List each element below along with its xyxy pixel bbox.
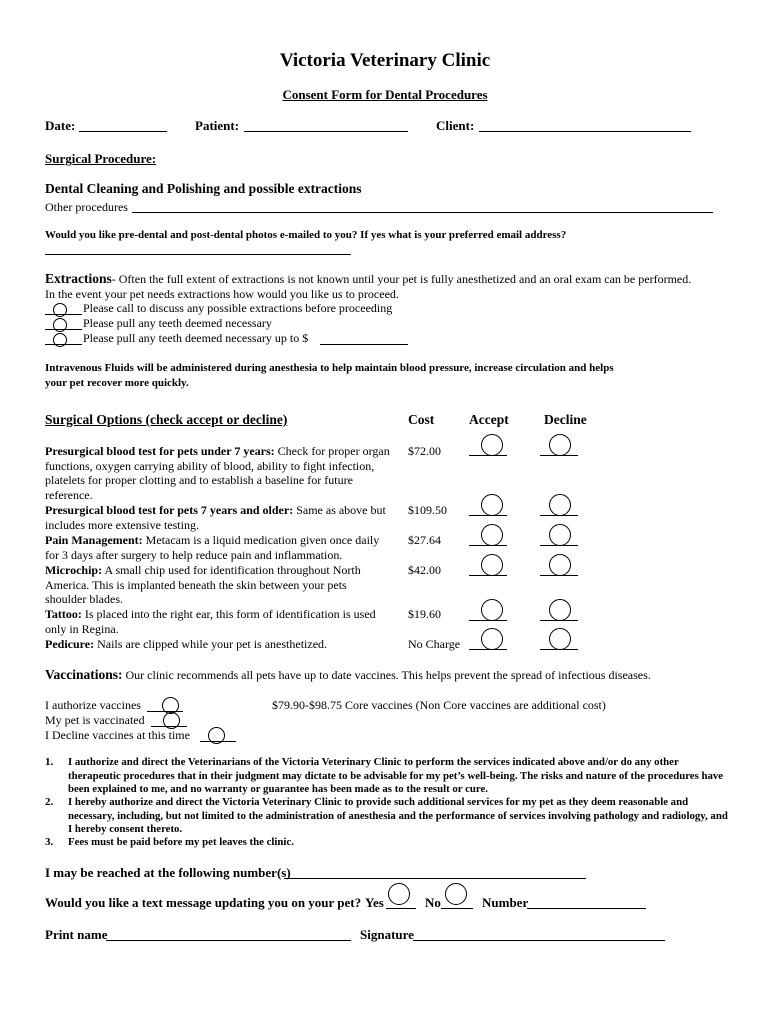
extractions-intro: - Often the full extent of extractions is not known until your pet is fully anesthetized and an oral exam can be performed.: [111, 272, 692, 286]
option-desc: A small chip used for identification throughout North America. This is implanted beneath the skin between your pets shoulder blades.: [45, 563, 361, 607]
photos-question: Would you like pre-dental and post-dental photos e-mailed to you? If yes what is your preferred email address?: [45, 229, 567, 241]
vaccinations-intro: Our clinic recommends all pets have up to date vaccines. This helps prevent the spread of infectious diseases.: [122, 668, 651, 682]
decline-line: [540, 575, 578, 576]
text-yes-checkbox[interactable]: [388, 883, 410, 905]
accept-column-header: Accept: [469, 412, 509, 427]
option-cost: $27.64: [408, 533, 441, 547]
no-label: No: [425, 895, 441, 910]
other-procedures-field[interactable]: [132, 212, 713, 213]
consent-item-1: I authorize and direct the Veterinarians of the Victoria Veterinary Clinic to perform the services indicated above and/or do any other therapeutic procedures that in their judgment may dictate to be advisable for my pet’s well-being. The risks and nature of the procedures have been explained to me, and no warranty or guarantee has been made as to the result or cure.: [68, 756, 724, 795]
decline-radio-presurgical-7plus[interactable]: [549, 494, 571, 516]
option-desc: Same as above but includes more extensive testing.: [45, 503, 386, 532]
signature-field[interactable]: [413, 940, 665, 941]
text-message-question: Would you like a text message updating you on your pet?: [45, 895, 362, 910]
option-row-pedicure: [45, 637, 390, 652]
procedure-main: Dental Cleaning and Polishing and possible extractions: [45, 181, 362, 196]
pet-vaccinated-checkbox[interactable]: [163, 712, 180, 729]
extraction-limit-field[interactable]: [320, 344, 408, 345]
accept-radio-microchip[interactable]: [481, 554, 503, 576]
cost-column-header: Cost: [408, 412, 435, 427]
decline-radio-microchip[interactable]: [549, 554, 571, 576]
fluids-line-2: your pet recover more quickly.: [45, 377, 189, 389]
accept-line: [469, 575, 507, 576]
pet-vaccinated-label: My pet is vaccinated: [45, 713, 145, 727]
number-label: Number: [482, 895, 529, 910]
option-desc: Is placed into the right ear, this form of identification is used only in Regina.: [45, 607, 376, 636]
print-name-field[interactable]: [106, 940, 351, 941]
vaccine-price: $79.90-$98.75 Core vaccines (Non Core vaccines are additional cost): [272, 698, 606, 712]
option-desc: Metacam is a liquid medication given once daily for 3 days after surgery to help reduce pain and inflammation.: [45, 533, 380, 562]
option-cost: $19.60: [408, 607, 441, 621]
no-line: [441, 908, 473, 909]
consent-number: 1.: [45, 756, 54, 768]
decline-column-header: Decline: [544, 412, 587, 427]
accept-line: [469, 545, 507, 546]
client-label: Client:: [436, 118, 475, 133]
accept-radio-pedicure[interactable]: [481, 628, 503, 650]
text-number-field[interactable]: [527, 908, 646, 909]
decline-radio-tattoo[interactable]: [549, 599, 571, 621]
surgical-procedure-heading: Surgical Procedure:: [45, 151, 157, 166]
page-title: Victoria Veterinary Clinic: [279, 50, 491, 71]
decline-vaccines-label: I Decline vaccines at this time: [45, 728, 190, 742]
extractions-intro2: In the event your pet needs extractions how would you like us to proceed.: [45, 287, 399, 301]
extraction-option-1-checkbox[interactable]: [53, 303, 67, 317]
option-name: Pain Management:: [45, 533, 143, 547]
vaccinations-heading: Vaccinations:: [45, 667, 123, 682]
extraction-option-3-label: Please pull any teeth deemed necessary up to $: [83, 331, 309, 345]
date-field[interactable]: [79, 131, 167, 132]
extraction-option-2-checkbox[interactable]: [53, 318, 67, 332]
extractions-heading: Extractions: [45, 271, 112, 286]
signature-label: Signature: [360, 927, 414, 942]
decline-radio-pain-management[interactable]: [549, 524, 571, 546]
consent-item-3: Fees must be paid before my pet leaves the clinic.: [68, 836, 294, 848]
decline-line: [540, 649, 578, 650]
date-label: Date:: [45, 118, 76, 133]
decline-line: [540, 545, 578, 546]
reach-number-field[interactable]: [284, 878, 586, 879]
fluids-line-1: Intravenous Fluids will be administered during anesthesia to help maintain blood pressure, increase circulation and helps: [45, 362, 614, 374]
reach-number-label: I may be reached at the following number(s): [45, 865, 291, 880]
vaccinations-intro-line: [45, 667, 651, 683]
option-cost: $109.50: [408, 503, 447, 517]
accept-radio-presurgical-under7[interactable]: [481, 434, 503, 456]
decline-radio-presurgical-under7[interactable]: [549, 434, 571, 456]
authorize-vaccines-label: I authorize vaccines: [45, 698, 141, 712]
patient-field[interactable]: [244, 131, 408, 132]
extraction-option-3-checkbox[interactable]: [53, 333, 67, 347]
option-name: Microchip:: [45, 563, 103, 577]
text-no-checkbox[interactable]: [445, 883, 467, 905]
client-field[interactable]: [479, 131, 691, 132]
decline-radio-pedicure[interactable]: [549, 628, 571, 650]
option-name: Presurgical blood test for pets 7 years and older:: [45, 503, 294, 517]
option-name: Presurgical blood test for pets under 7 years:: [45, 444, 275, 458]
surgical-options-heading: Surgical Options (check accept or decline): [45, 412, 288, 427]
accept-radio-tattoo[interactable]: [481, 599, 503, 621]
accept-line: [469, 455, 507, 456]
option-row-microchip: [45, 563, 390, 607]
print-name-label: Print name: [45, 927, 108, 942]
extraction-option-1-label: Please call to discuss any possible extractions before proceeding: [83, 301, 393, 315]
yes-line: [386, 908, 416, 909]
decline-line: [540, 455, 578, 456]
form-subtitle: Consent Form for Dental Procedures: [282, 87, 488, 102]
extraction-option-2-label: Please pull any teeth deemed necessary: [83, 316, 272, 330]
patient-label: Patient:: [195, 118, 240, 133]
option-cost: $72.00: [408, 444, 441, 458]
option-desc: Nails are clipped while your pet is anesthetized.: [94, 637, 328, 651]
other-procedures-label: Other procedures: [45, 200, 128, 214]
option-row-tattoo: [45, 607, 390, 636]
option-cost: $42.00: [408, 563, 441, 577]
accept-line: [469, 620, 507, 621]
option-row-pain-management: [45, 533, 390, 562]
email-field[interactable]: [45, 254, 351, 255]
option-row-presurgical-7plus: [45, 503, 390, 532]
accept-line: [469, 649, 507, 650]
consent-number: 3.: [45, 836, 54, 848]
option-desc: Check for proper organ functions, oxygen carrying ability of blood, ability to fight infection, platelets for proper clotting and to establish a baseline for future reference.: [45, 444, 390, 502]
consent-number: 2.: [45, 796, 54, 808]
decline-line: [540, 515, 578, 516]
decline-line: [540, 620, 578, 621]
decline-vaccines-checkbox[interactable]: [208, 727, 225, 744]
yes-label: Yes: [365, 895, 384, 910]
extractions-intro-line: [45, 271, 691, 287]
option-name: Pedicure:: [45, 637, 95, 651]
option-cost: No Charge: [408, 637, 461, 651]
accept-line: [469, 515, 507, 516]
accept-radio-presurgical-7plus[interactable]: [481, 494, 503, 516]
accept-radio-pain-management[interactable]: [481, 524, 503, 546]
option-name: Tattoo:: [45, 607, 82, 621]
consent-item-2: I hereby authorize and direct the Victoria Veterinary Clinic to provide such additional services for my pet as they deem reasonable and necessary, including, but not limited to the administration of anesthesia and the performance of services involving pathology and radiology, and I hereby consent thereto.: [68, 796, 728, 835]
option-row-presurgical-under7: [45, 444, 390, 502]
